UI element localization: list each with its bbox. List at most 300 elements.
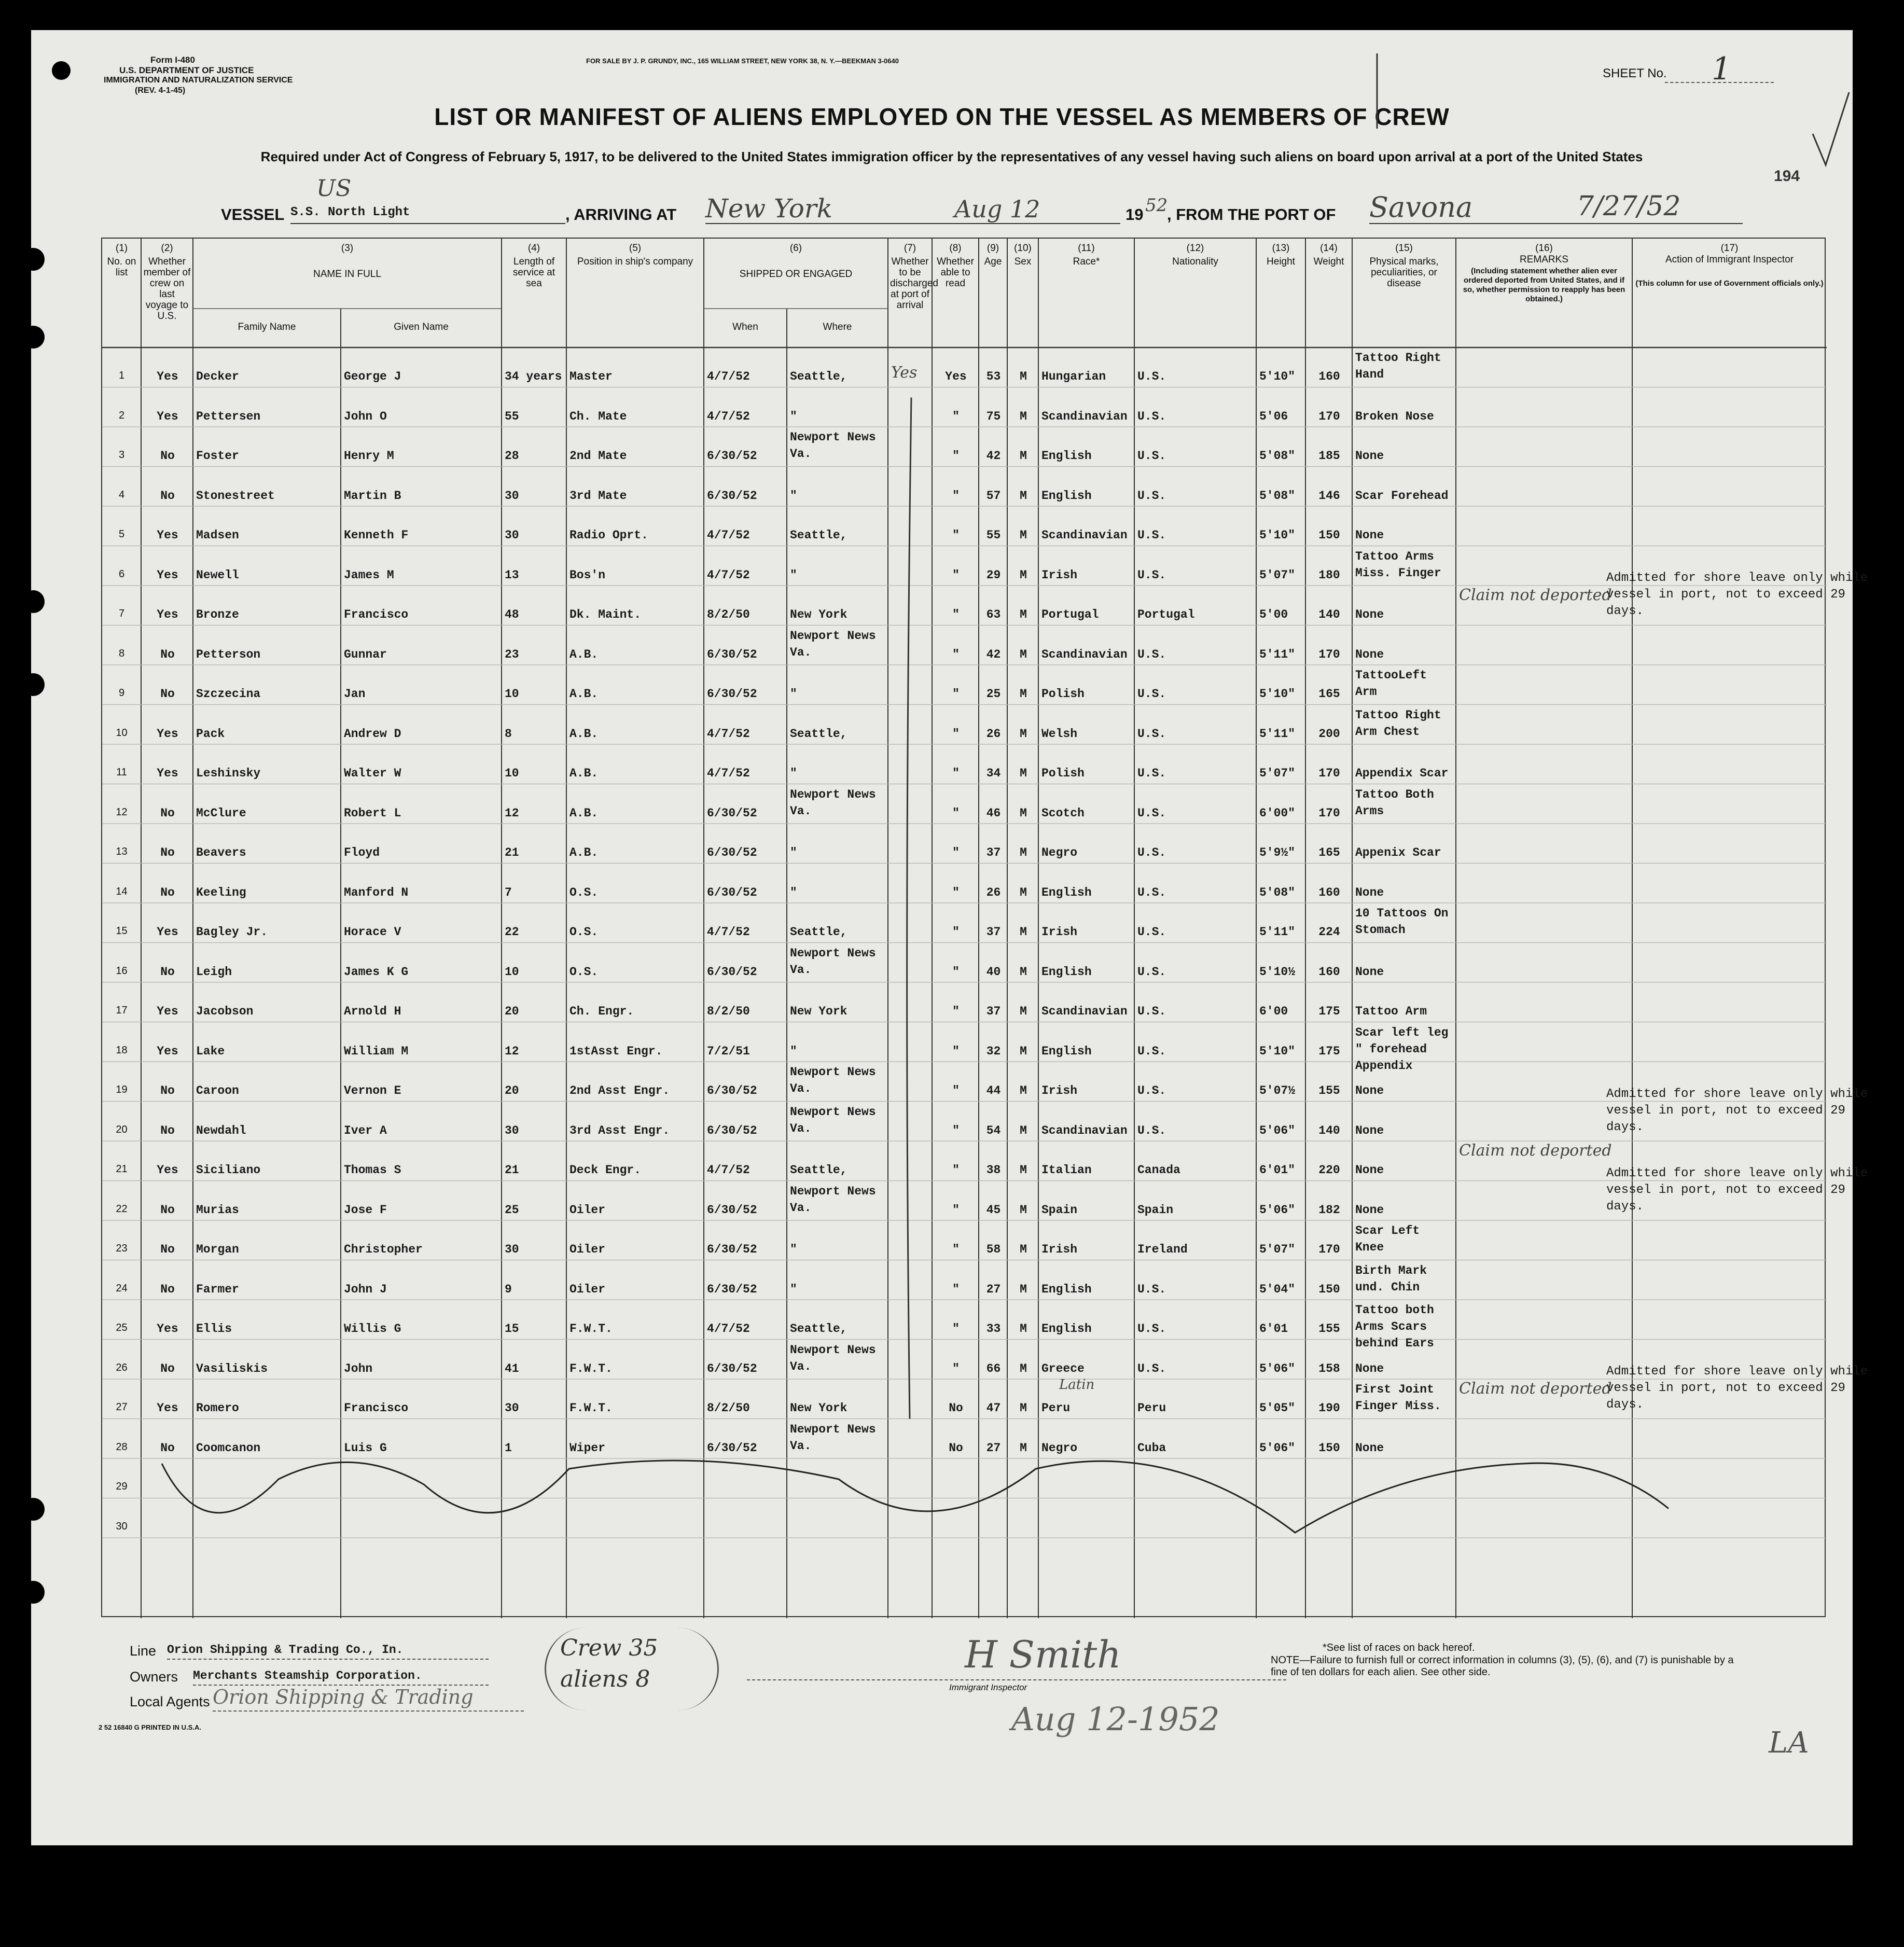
cell-prev: Yes — [157, 727, 178, 741]
cell-when: 6/30/52 — [707, 1123, 757, 1137]
cell-sex: M — [1020, 846, 1027, 859]
cell-age: 29 — [986, 568, 1001, 582]
cell-where: " — [790, 687, 797, 701]
cell-service: 30 — [505, 529, 519, 542]
cell-given: Kenneth F — [344, 529, 409, 542]
year-prefix: 19 — [1125, 205, 1144, 224]
cell-where: " — [790, 568, 797, 582]
arriving-label: , ARRIVING AT — [565, 205, 677, 224]
cell-given: James K G — [344, 965, 409, 979]
cell-age: 42 — [986, 449, 1001, 463]
cell-where: Newport News Va. — [790, 1343, 876, 1373]
cell-weight: 190 — [1318, 1401, 1340, 1415]
cell-sex: M — [1020, 925, 1027, 939]
discharge-ditto-stroke — [907, 398, 911, 1419]
cell-weight: 170 — [1318, 806, 1340, 820]
cell-when: 4/7/52 — [707, 568, 750, 582]
cell-nationality: U.S. — [1137, 687, 1166, 701]
column-number: (12) — [1186, 243, 1204, 254]
column-header: Race* — [1073, 256, 1100, 267]
cell-when: 8/2/50 — [707, 1401, 750, 1415]
cell-read: " — [952, 529, 960, 542]
signature-line — [747, 1679, 1286, 1680]
cell-no: 14 — [116, 885, 128, 897]
cell-marks: None — [1355, 1084, 1384, 1097]
column-number: (10) — [1014, 243, 1032, 254]
cell-race: Scandinavian — [1041, 409, 1128, 423]
cell-service: 10 — [505, 687, 519, 701]
cell-family: Morgan — [196, 1243, 239, 1256]
cell-service: 20 — [505, 1084, 519, 1097]
cell-no: 3 — [118, 449, 125, 461]
cell-weight: 146 — [1318, 489, 1340, 503]
cell-family: Szczecina — [196, 687, 261, 701]
cell-family: Petterson — [196, 647, 261, 661]
cell-nationality: U.S. — [1137, 1044, 1166, 1058]
cell-family: Leshinsky — [196, 767, 261, 780]
column-header: REMARKS — [1520, 254, 1568, 265]
cell-action: Admitted for shore leave only while vessel in port, not to exceed 29 days. — [1606, 571, 1868, 618]
cell-marks: Scar Forehead — [1355, 489, 1449, 503]
cell-prev: No — [160, 1084, 175, 1097]
from-port: Savona — [1369, 191, 1473, 224]
cell-no: 15 — [116, 925, 128, 937]
cell-family: Murias — [196, 1203, 239, 1217]
cell-position: O.S. — [569, 885, 599, 899]
cell-read: " — [952, 1163, 960, 1177]
column-number: (1) — [115, 243, 128, 254]
cell-race: Irish — [1041, 1084, 1078, 1097]
cell-sex: M — [1020, 608, 1027, 621]
cell-read: " — [952, 806, 960, 820]
cell-given: Manford N — [344, 885, 409, 899]
cell-height: 5'11" — [1259, 925, 1296, 939]
cell-weight: 150 — [1318, 1441, 1340, 1455]
cell-age: 32 — [986, 1044, 1001, 1058]
cell-sex: M — [1020, 885, 1027, 899]
cell-family: Stonestreet — [196, 489, 275, 503]
cell-prev: No — [160, 1441, 175, 1455]
cell-nationality: U.S. — [1137, 806, 1166, 820]
cell-age: 37 — [986, 925, 1001, 939]
cell-remark: Claim not deported — [1459, 586, 1612, 604]
column-number: (4) — [527, 243, 540, 254]
cell-nationality: U.S. — [1137, 568, 1166, 582]
cell-when: 6/30/52 — [707, 1361, 757, 1375]
cell-race: Scotch — [1041, 806, 1085, 820]
cell-family: Bronze — [196, 608, 239, 621]
cell-when: 6/30/52 — [707, 1243, 757, 1256]
cell-sex: M — [1020, 1203, 1027, 1217]
cell-race: Polish — [1041, 687, 1085, 701]
punch-hole — [22, 1581, 45, 1604]
cell-height: 5'10" — [1259, 370, 1296, 383]
page-title: LIST OR MANIFEST OF ALIENS EMPLOYED ON THE VESSEL AS MEMBERS OF CREW — [434, 103, 1450, 130]
cell-sex: M — [1020, 647, 1027, 661]
cell-weight: 150 — [1318, 1282, 1340, 1296]
cell-marks: None — [1355, 965, 1384, 979]
cell-weight: 170 — [1318, 647, 1340, 661]
cell-weight: 200 — [1318, 727, 1340, 741]
cell-sex: M — [1020, 1282, 1027, 1296]
cell-when: 8/2/50 — [707, 1005, 750, 1018]
cell-family: Pettersen — [196, 409, 261, 423]
cell-weight: 158 — [1318, 1361, 1340, 1375]
cell-marks: First Joint Finger Miss. — [1355, 1383, 1441, 1413]
cell-no: 11 — [116, 767, 127, 778]
cell-service: 22 — [505, 925, 519, 939]
cell-prev: No — [160, 1123, 175, 1137]
cell-when: 6/30/52 — [707, 647, 757, 661]
column-subheader: Given Name — [394, 322, 449, 332]
cell-weight: 140 — [1318, 1123, 1340, 1137]
column-header: Weight — [1313, 256, 1344, 267]
cell-given: Thomas S — [344, 1163, 401, 1177]
cell-family: McClure — [196, 806, 246, 820]
cell-sex: M — [1020, 529, 1027, 542]
page-subtitle: Required under Act of Congress of February 5, 1917, to be delivered to the United States immigration officer by the representatives of any vessel having such aliens on board upon arrival at a port of the United States — [260, 149, 1643, 164]
cell-weight: 160 — [1318, 965, 1340, 979]
cell-height: 5'08" — [1259, 885, 1296, 899]
cell-race: Greece — [1041, 1361, 1085, 1375]
column-header: No. on list — [107, 256, 136, 278]
cell-service: 10 — [505, 767, 519, 780]
cell-no: 16 — [116, 965, 128, 977]
cell-height: 5'10" — [1259, 687, 1296, 701]
cell-age: 44 — [986, 1084, 1001, 1097]
cell-prev: No — [160, 885, 175, 899]
punch-hole — [22, 590, 45, 613]
cell-position: Dk. Maint. — [569, 608, 642, 621]
cell-race: Peru — [1041, 1401, 1071, 1415]
column-header: Whether member of crew on last voyage to U.S. — [143, 256, 191, 322]
cell-position: Deck Engr. — [569, 1163, 642, 1177]
cell-height: 5'07½ — [1259, 1084, 1296, 1097]
cell-position: Ch. Engr. — [569, 1005, 634, 1018]
cell-service: 30 — [505, 1401, 519, 1415]
cell-read: " — [952, 687, 960, 701]
cell-prev: No — [160, 647, 175, 661]
cell-prev: No — [160, 489, 175, 503]
cell-weight: 150 — [1318, 529, 1340, 542]
inspector-signature: H Smith — [965, 1633, 1121, 1676]
cell-where: Newport News Va. — [790, 629, 876, 659]
cell-given: Jose F — [344, 1203, 387, 1217]
arrival-date: Aug 12 — [954, 195, 1040, 223]
cell-when: 6/30/52 — [707, 965, 757, 979]
cell-marks: None — [1355, 1203, 1384, 1217]
cell-position: F.W.T. — [569, 1322, 613, 1336]
cell-where: Newport News Va. — [790, 787, 876, 818]
cell-sex: M — [1020, 1401, 1027, 1415]
department: U.S. DEPARTMENT OF JUSTICE — [119, 65, 254, 75]
cell-race: English — [1041, 489, 1092, 503]
cell-sex: M — [1020, 449, 1027, 463]
column-subheader: When — [732, 322, 758, 332]
cell-sex: M — [1020, 1361, 1027, 1375]
cell-given: Floyd — [344, 846, 380, 859]
cell-height: 5'06 — [1259, 409, 1288, 423]
cell-sex: M — [1020, 806, 1027, 820]
cell-no: 24 — [116, 1282, 128, 1294]
check-mark-icon — [1810, 87, 1852, 170]
cell-weight: 165 — [1318, 687, 1340, 701]
cell-height: 5'08" — [1259, 489, 1296, 503]
cell-where: Seattle, — [790, 1322, 847, 1336]
cell-prev: No — [160, 687, 175, 701]
cell-prev: No — [160, 965, 175, 979]
cell-where: Seattle, — [790, 1163, 847, 1177]
cell-read: " — [952, 489, 960, 503]
cell-weight: 175 — [1318, 1044, 1340, 1058]
cell-race: Irish — [1041, 1243, 1078, 1256]
cell-given: Arnold H — [344, 1005, 401, 1018]
cell-when: 4/7/52 — [707, 409, 750, 423]
cell-position: Oiler — [569, 1243, 606, 1256]
cell-when: 6/30/52 — [707, 1282, 757, 1296]
cell-nationality: U.S. — [1137, 965, 1166, 979]
cell-when: 4/7/52 — [707, 1163, 750, 1177]
cell-read: " — [952, 1203, 960, 1217]
cell-service: 25 — [505, 1203, 519, 1217]
line-label: Line — [130, 1643, 157, 1659]
cell-service: 30 — [505, 1243, 519, 1256]
cell-service: 48 — [505, 608, 519, 621]
cell-position: 2nd Asst Engr. — [569, 1084, 670, 1097]
cell-given: John J — [344, 1282, 387, 1296]
cell-family: Jacobson — [196, 1005, 254, 1018]
cell-marks: None — [1355, 1163, 1384, 1177]
column-header: NAME IN FULL — [313, 269, 381, 280]
vessel-underline — [290, 223, 565, 224]
year-suffix: 52 — [1145, 195, 1168, 216]
cell-no: 5 — [118, 529, 125, 540]
cell-prev: No — [160, 1243, 175, 1256]
cell-nationality: U.S. — [1137, 767, 1166, 780]
cell-sex: M — [1020, 568, 1027, 582]
cell-position: A.B. — [569, 687, 599, 701]
cell-age: 33 — [986, 1322, 1001, 1336]
column-number: (3) — [341, 243, 354, 254]
cell-given: Martin B — [344, 489, 401, 503]
form-number: Form I-480 — [150, 55, 195, 65]
cell-marks: Tattoo Right Hand — [1355, 351, 1441, 381]
inspector-date: Aug 12-1952 — [1011, 1700, 1220, 1738]
cell-nationality: U.S. — [1137, 727, 1166, 741]
punch-hole — [22, 673, 45, 696]
cell-nationality: Portugal — [1137, 608, 1195, 621]
column-number: (15) — [1395, 243, 1413, 254]
cell-given: Robert L — [344, 806, 401, 820]
cell-where: Seattle, — [790, 727, 847, 741]
cell-read: " — [952, 1361, 960, 1375]
cell-height: 5'07" — [1259, 568, 1296, 582]
cell-height: 5'07" — [1259, 767, 1296, 780]
cell-age: 46 — [986, 806, 1001, 820]
cell-race: English — [1041, 965, 1092, 979]
cell-family: Leigh — [196, 965, 232, 979]
cell-weight: 224 — [1318, 925, 1340, 939]
cell-sex: M — [1020, 767, 1027, 780]
cell-position: A.B. — [569, 767, 599, 780]
column-note: (This column for use of Government officials only.) — [1635, 279, 1824, 288]
cell-nationality: U.S. — [1137, 1361, 1166, 1375]
penalty-note: NOTE—Failure to furnish full or correct information in columns (3), (5), (6), and (7) is punishable by a fine of ten dollars for each alien. See other side. — [1271, 1654, 1734, 1678]
cell-no: 13 — [116, 846, 128, 857]
cell-marks: Tattoo Arm — [1355, 1005, 1427, 1018]
cell-action: Admitted for shore leave only while vessel in port, not to exceed 29 days. — [1606, 1365, 1868, 1412]
cell-given: Walter W — [344, 767, 401, 780]
column-header: Whether able to read — [937, 256, 974, 289]
cell-prev: Yes — [157, 1163, 178, 1177]
cell-where: Newport News Va. — [790, 1422, 876, 1453]
cell-prev: No — [160, 1282, 175, 1296]
cell-read: " — [952, 647, 960, 661]
cell-height: 5'10" — [1259, 529, 1296, 542]
cell-marks: None — [1355, 529, 1384, 542]
cell-no: 25 — [116, 1322, 128, 1333]
cell-no: 20 — [116, 1123, 128, 1135]
cell-family: Farmer — [196, 1282, 239, 1296]
cell-position: 3rd Mate — [569, 489, 627, 503]
cell-sex: M — [1020, 687, 1027, 701]
cell-age: 26 — [986, 727, 1001, 741]
cell-family: Beavers — [196, 846, 246, 859]
cell-race: English — [1041, 449, 1092, 463]
cell-height: 5'08" — [1259, 449, 1296, 463]
cell-read: No — [949, 1441, 963, 1455]
cell-height: 5'04" — [1259, 1282, 1296, 1296]
cell-where: " — [790, 885, 797, 899]
cell-position: O.S. — [569, 965, 599, 979]
cell-when: 4/7/52 — [707, 727, 750, 741]
cell-marks: None — [1355, 1441, 1384, 1455]
cell-prev: Yes — [157, 1005, 178, 1018]
cell-given: Vernon E — [344, 1084, 401, 1097]
sheet-label: SHEET No. — [1603, 66, 1667, 80]
cell-marks: None — [1355, 1123, 1384, 1137]
cell-given: Francisco — [344, 608, 409, 621]
cell-no: 4 — [118, 489, 125, 500]
revision: (REV. 4-1-45) — [135, 86, 186, 95]
cell-no: 27 — [116, 1401, 128, 1413]
cell-when: 4/7/52 — [707, 767, 750, 780]
cell-prev: No — [160, 1203, 175, 1217]
cell-prev: No — [160, 1361, 175, 1375]
cell-age: 40 — [986, 965, 1001, 979]
cell-given: Christopher — [344, 1243, 423, 1256]
cell-no: 21 — [116, 1163, 128, 1175]
cell-age: 25 — [986, 687, 1001, 701]
inspector-label: Immigrant Inspector — [949, 1682, 1027, 1692]
cell-read: " — [952, 1243, 960, 1256]
cell-race-hand: Latin — [1059, 1377, 1095, 1393]
cell-read: " — [952, 885, 960, 899]
cell-nationality: Spain — [1137, 1203, 1174, 1217]
cell-no: 2 — [118, 409, 125, 421]
cell-sex: M — [1020, 409, 1027, 423]
cell-height: 6'00 — [1259, 1005, 1288, 1018]
cell-sex: M — [1020, 370, 1027, 383]
cell-position: Oiler — [569, 1203, 606, 1217]
cell-when: 6/30/52 — [707, 846, 757, 859]
cell-service: 15 — [505, 1322, 519, 1336]
cell-race: Negro — [1041, 846, 1078, 859]
cell-age: 37 — [986, 846, 1001, 859]
cell-when: 4/7/52 — [707, 1322, 750, 1336]
column-number: (16) — [1535, 243, 1553, 254]
cell-position: 3rd Asst Engr. — [569, 1123, 670, 1137]
column-number: (6) — [789, 243, 802, 254]
cell-when: 6/30/52 — [707, 1203, 757, 1217]
cell-height: 5'07" — [1259, 1243, 1296, 1256]
cell-service: 13 — [505, 568, 519, 582]
owners-label: Owners — [130, 1669, 178, 1685]
cell-height: 5'06" — [1259, 1203, 1296, 1217]
cell-nationality: U.S. — [1137, 1282, 1166, 1296]
cell-weight: 160 — [1318, 370, 1340, 383]
cell-nationality: U.S. — [1137, 409, 1166, 423]
cell-nationality: U.S. — [1137, 1123, 1166, 1137]
cell-position: Wiper — [569, 1441, 606, 1455]
cell-service: 41 — [505, 1361, 519, 1375]
cell-when: 4/7/52 — [707, 529, 750, 542]
cell-age: 45 — [986, 1203, 1001, 1217]
cell-weight: 180 — [1318, 568, 1340, 582]
cell-read: Yes — [945, 370, 967, 383]
column-subheader: Family Name — [238, 322, 296, 332]
column-number: (7) — [904, 243, 916, 254]
column-number: (13) — [1272, 243, 1290, 254]
cell-race: Irish — [1041, 568, 1078, 582]
cell-where: " — [790, 846, 797, 859]
cell-weight: 175 — [1318, 1005, 1340, 1018]
cell-sex: M — [1020, 1163, 1027, 1177]
cell-given: Henry M — [344, 449, 394, 463]
cell-no: 19 — [116, 1084, 128, 1095]
punch-hole — [22, 1498, 45, 1521]
tick-mark-icon — [1369, 51, 1385, 134]
punch-hole — [22, 248, 45, 271]
cell-marks: Scar Left Knee — [1355, 1224, 1420, 1254]
cell-when: 4/7/52 — [707, 925, 750, 939]
cell-service: 30 — [505, 489, 519, 503]
cell-where: " — [790, 767, 797, 780]
cell-marks: 10 Tattoos On Stomach — [1355, 907, 1449, 937]
cell-no: 28 — [116, 1441, 128, 1453]
crew-table — [101, 238, 1868, 1617]
cell-family: Vasiliskis — [196, 1361, 268, 1375]
cell-race: Irish — [1041, 925, 1078, 939]
cell-sex: M — [1020, 1123, 1027, 1137]
cell-where: Newport News Va. — [790, 1105, 876, 1135]
cell-prev: Yes — [157, 608, 178, 621]
cell-prev: Yes — [157, 1044, 178, 1058]
cell-no: 26 — [116, 1361, 128, 1373]
cell-where: New York — [790, 608, 847, 621]
cell-height: 5'10" — [1259, 1044, 1296, 1058]
punch-hole — [22, 326, 45, 349]
cell-nationality: U.S. — [1137, 370, 1166, 383]
races-note: *See list of races on back hereof. — [1323, 1642, 1475, 1653]
cell-age: 26 — [986, 885, 1001, 899]
cell-family: Newell — [196, 568, 239, 582]
cell-position: F.W.T. — [569, 1361, 613, 1375]
cell-sex: M — [1020, 965, 1027, 979]
cell-age: 63 — [986, 608, 1001, 621]
cell-position: Ch. Mate — [569, 409, 627, 423]
agents-underline — [213, 1710, 524, 1712]
